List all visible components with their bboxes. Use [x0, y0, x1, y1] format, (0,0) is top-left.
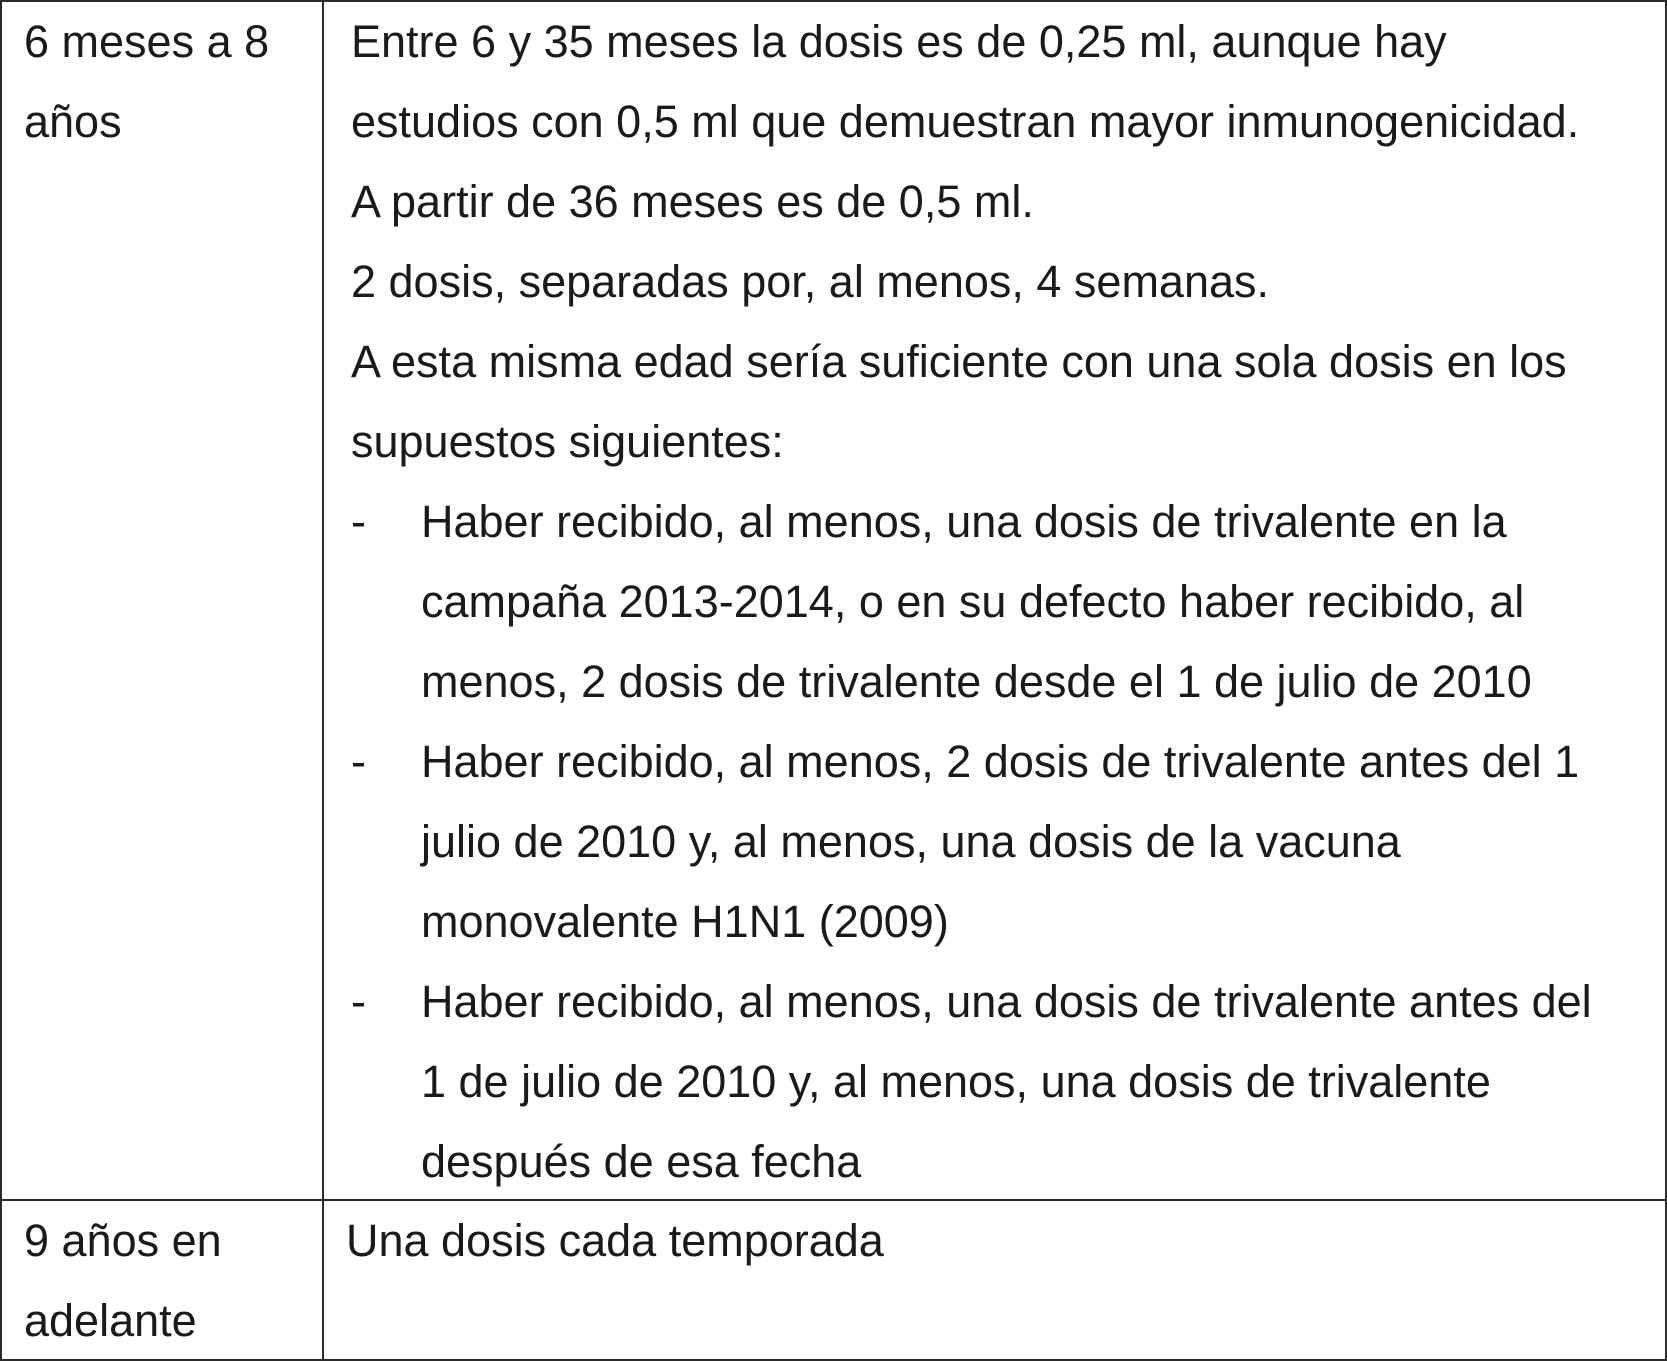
dose-line: A esta misma edad sería suficiente con una sola dosis en los — [351, 336, 1567, 387]
column-divider — [322, 2, 324, 1199]
age-line: adelante — [24, 1295, 197, 1346]
age-cell — [24, 2, 314, 162]
bullet-dash: - — [351, 496, 366, 547]
dose-line: Entre 6 y 35 meses la dosis es de 0,25 ml, aunque hay — [351, 16, 1447, 67]
age-line: 9 años en — [24, 1215, 222, 1266]
bullet-dash: - — [351, 736, 366, 787]
bullet-line: 1 de julio de 2010 y, al menos, una dosis de trivalente — [421, 1056, 1491, 1107]
age-line: años — [24, 96, 122, 147]
dose-line: estudios con 0,5 ml que demuestran mayor inmunogenicidad. — [351, 96, 1580, 147]
bullet-dash: - — [351, 976, 366, 1027]
bullet-line: campaña 2013-2014, o en su defecto haber recibido, al — [421, 576, 1525, 627]
bullet-line: Haber recibido, al menos, 2 dosis de trivalente antes del 1 — [421, 736, 1580, 787]
bullet-item — [351, 722, 1651, 962]
dose-line: 2 dosis, separadas por, al menos, 4 semanas. — [351, 256, 1270, 307]
table-row-6-months-to-8-years — [2, 2, 1665, 1201]
table-row-9-years-and-up — [2, 1201, 1665, 1361]
bullet-line: Haber recibido, al menos, una dosis de trivalente en la — [421, 496, 1507, 547]
age-cell — [24, 1201, 314, 1361]
bullet-item — [351, 962, 1651, 1202]
dose-cell — [346, 1201, 1646, 1281]
bullet-line: menos, 2 dosis de trivalente desde el 1 de julio de 2010 — [421, 656, 1532, 707]
bullet-line: después de esa fecha — [421, 1136, 862, 1187]
bullet-line: Haber recibido, al menos, una dosis de trivalente antes del — [421, 976, 1592, 1027]
bullet-item — [351, 482, 1651, 722]
column-divider — [322, 1201, 324, 1361]
dose-line: A partir de 36 meses es de 0,5 ml. — [351, 176, 1034, 227]
dose-line: supuestos siguientes: — [351, 416, 784, 467]
dose-line: Una dosis cada temporada — [346, 1215, 884, 1266]
dose-cell — [351, 2, 1651, 1202]
bullet-line: julio de 2010 y, al menos, una dosis de la vacuna — [421, 816, 1401, 867]
bullet-line: monovalente H1N1 (2009) — [421, 896, 949, 947]
age-line: 6 meses a 8 — [24, 16, 270, 67]
